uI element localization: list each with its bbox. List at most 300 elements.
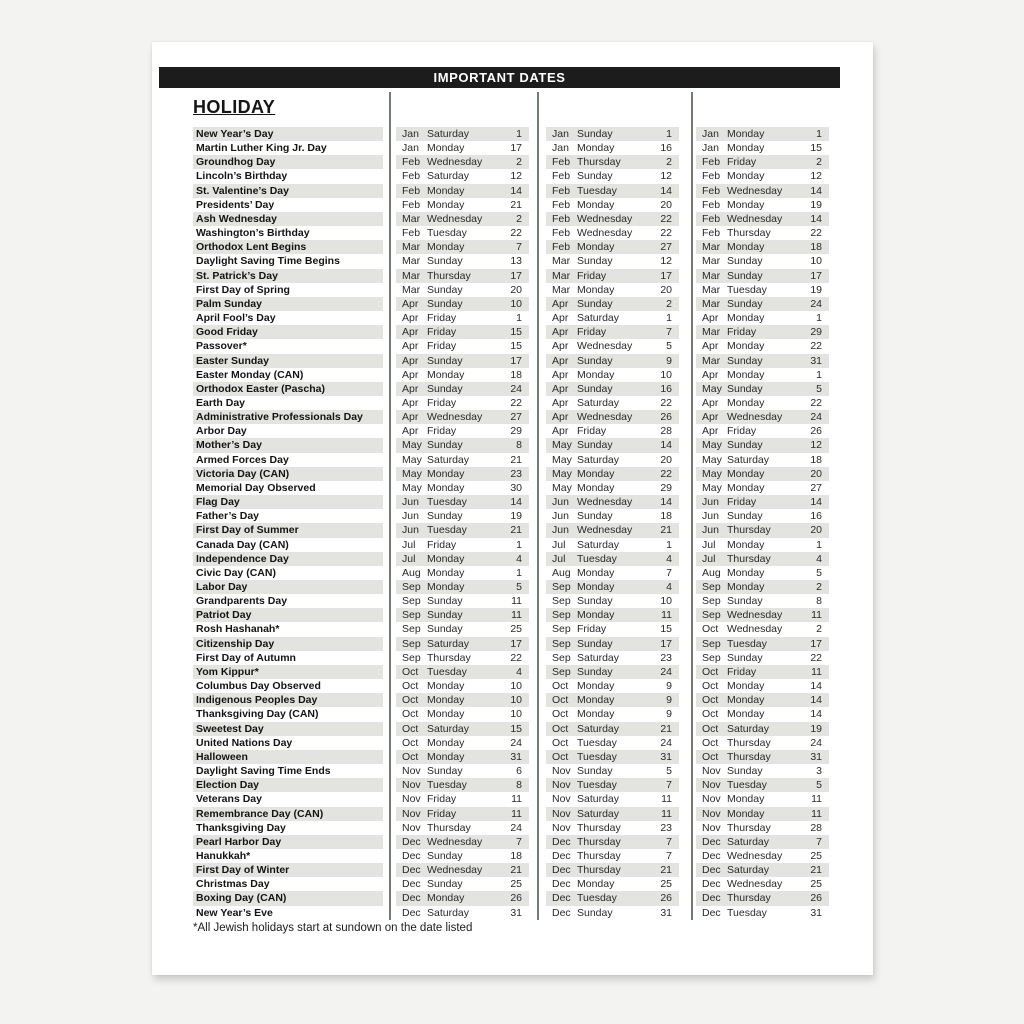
table-row xyxy=(193,467,830,481)
date-cell-year2 xyxy=(546,608,679,622)
holiday-name-cell: Memorial Day Observed xyxy=(196,481,316,494)
day-number: 13 xyxy=(510,255,522,268)
weekday-label: Saturday xyxy=(577,807,620,820)
day-number: 24 xyxy=(660,736,672,749)
date-cell-year1 xyxy=(396,169,529,183)
day-number: 12 xyxy=(660,255,672,268)
weekday-label: Sunday xyxy=(577,765,613,778)
date-cell-year1 xyxy=(396,693,529,707)
month-label: Oct xyxy=(702,708,719,721)
holiday-name-cell: Earth Day xyxy=(196,396,246,409)
day-number: 29 xyxy=(510,425,522,438)
month-label: Mar xyxy=(402,283,421,296)
day-number: 11 xyxy=(661,609,672,622)
day-number: 1 xyxy=(666,538,672,551)
day-number: 4 xyxy=(816,552,822,565)
month-label: Dec xyxy=(552,906,571,919)
day-number: 24 xyxy=(510,736,522,749)
weekday-label: Friday xyxy=(577,623,607,636)
month-label: Apr xyxy=(552,297,569,310)
day-number: 22 xyxy=(660,396,672,409)
day-number: 15 xyxy=(660,623,672,636)
weekday-label: Sunday xyxy=(427,849,463,862)
holiday-name-cell: Flag Day xyxy=(193,495,383,509)
table-row xyxy=(193,651,830,665)
weekday-label: Monday xyxy=(427,368,465,381)
holiday-name-cell: Indigenous Peoples Day xyxy=(193,693,383,707)
date-cell-year1 xyxy=(396,127,529,141)
day-number: 24 xyxy=(660,665,672,678)
month-label: Mar xyxy=(702,354,721,367)
weekday-label: Monday xyxy=(577,694,615,707)
weekday-label: Monday xyxy=(727,807,765,820)
date-cell-year1 xyxy=(396,325,529,339)
day-number: 5 xyxy=(816,566,822,579)
weekday-label: Sunday xyxy=(727,439,763,452)
weekday-label: Sunday xyxy=(577,439,613,452)
day-number: 18 xyxy=(660,510,672,523)
date-cell-year1 xyxy=(396,269,529,283)
holiday-name-cell: Palm Sunday xyxy=(193,297,383,311)
day-number: 22 xyxy=(810,396,822,409)
date-cell-year1 xyxy=(396,552,529,566)
day-number: 1 xyxy=(516,538,522,551)
month-label: May xyxy=(702,481,722,494)
month-label: Feb xyxy=(702,227,721,240)
date-cell-year3 xyxy=(696,651,829,665)
month-label: Mar xyxy=(702,297,721,310)
date-cell-year1 xyxy=(396,877,529,891)
weekday-label: Saturday xyxy=(427,453,470,466)
day-number: 1 xyxy=(516,566,522,579)
date-cell-year1 xyxy=(396,467,529,481)
day-number: 2 xyxy=(516,212,522,225)
month-label: Sep xyxy=(552,651,571,664)
weekday-label: Sunday xyxy=(577,906,613,919)
day-number: 24 xyxy=(510,382,522,395)
weekday-label: Monday xyxy=(577,368,615,381)
day-number: 9 xyxy=(666,694,672,707)
weekday-label: Sunday xyxy=(727,510,763,523)
day-number: 11 xyxy=(511,807,522,820)
day-number: 23 xyxy=(660,821,672,834)
date-cell-year2 xyxy=(546,424,679,438)
table-row xyxy=(193,283,830,297)
weekday-label: Monday xyxy=(727,538,765,551)
day-number: 17 xyxy=(660,269,672,282)
table-row xyxy=(193,863,830,877)
table-row xyxy=(193,424,830,438)
weekday-label: Friday xyxy=(427,807,457,820)
table-row xyxy=(193,311,830,325)
date-cell-year2 xyxy=(546,523,679,537)
date-cell-year1 xyxy=(396,906,529,920)
date-cell-year2 xyxy=(546,396,679,410)
day-number: 22 xyxy=(660,212,672,225)
date-cell-year2 xyxy=(546,792,679,806)
table-row xyxy=(193,169,830,183)
date-cell-year2 xyxy=(546,155,679,169)
weekday-label: Saturday xyxy=(577,793,620,806)
month-label: Oct xyxy=(702,750,719,763)
table-row xyxy=(193,226,830,240)
weekday-label: Saturday xyxy=(577,396,620,409)
table-row xyxy=(193,807,830,821)
date-cell-year3 xyxy=(696,821,829,835)
date-cell-year2 xyxy=(546,509,679,523)
weekday-label: Monday xyxy=(727,396,765,409)
date-cell-year1 xyxy=(396,141,529,155)
day-number: 31 xyxy=(810,750,822,763)
day-number: 26 xyxy=(510,892,522,905)
weekday-label: Sunday xyxy=(727,765,763,778)
month-label: Oct xyxy=(702,623,719,636)
date-cell-year2 xyxy=(546,906,679,920)
day-number: 21 xyxy=(660,864,672,877)
date-cell-year1 xyxy=(396,580,529,594)
day-number: 1 xyxy=(816,128,822,140)
weekday-label: Tuesday xyxy=(427,227,467,240)
month-label: Oct xyxy=(402,750,419,763)
day-number: 18 xyxy=(810,241,822,254)
month-label: May xyxy=(552,467,572,480)
date-cell-year3 xyxy=(696,736,829,750)
date-cell-year2 xyxy=(546,354,679,368)
day-number: 19 xyxy=(810,722,822,735)
holiday-name-cell: United Nations Day xyxy=(196,736,293,749)
holiday-name-cell: Ash Wednesday xyxy=(193,212,383,226)
day-number: 10 xyxy=(660,368,672,381)
day-number: 11 xyxy=(811,665,822,678)
day-number: 10 xyxy=(810,255,822,268)
date-cell-year1 xyxy=(396,637,529,651)
date-cell-year1 xyxy=(396,495,529,509)
date-cell-year1 xyxy=(396,722,529,736)
page-sheet xyxy=(152,42,873,975)
weekday-label: Wednesday xyxy=(727,411,783,424)
day-number: 7 xyxy=(516,835,522,848)
weekday-label: Sunday xyxy=(577,595,613,608)
weekday-label: Wednesday xyxy=(427,835,483,848)
weekday-label: Sunday xyxy=(727,595,763,608)
month-label: Oct xyxy=(402,665,419,678)
date-cell-year2 xyxy=(546,538,679,552)
date-cell-year1 xyxy=(396,155,529,169)
month-label: Oct xyxy=(402,680,419,693)
date-cell-year2 xyxy=(546,849,679,863)
day-number: 17 xyxy=(810,637,822,650)
day-number: 20 xyxy=(660,283,672,296)
month-label: Apr xyxy=(702,396,719,409)
table-row xyxy=(193,141,830,155)
date-cell-year3 xyxy=(696,552,829,566)
weekday-label: Monday xyxy=(727,708,765,721)
month-label: Feb xyxy=(552,212,571,225)
day-number: 1 xyxy=(816,538,822,551)
day-number: 18 xyxy=(510,368,522,381)
month-label: Sep xyxy=(552,581,571,593)
date-cell-year1 xyxy=(396,835,529,849)
weekday-label: Thursday xyxy=(727,524,771,537)
weekday-label: Monday xyxy=(577,467,615,480)
weekday-label: Wednesday xyxy=(727,849,783,862)
date-cell-year1 xyxy=(396,707,529,721)
day-number: 25 xyxy=(510,878,522,891)
month-label: Mar xyxy=(552,283,571,296)
month-label: Apr xyxy=(402,425,419,438)
weekday-label: Monday xyxy=(577,708,615,721)
date-cell-year2 xyxy=(546,141,679,155)
holiday-name-cell: First Day of Winter xyxy=(193,863,383,877)
weekday-label: Wednesday xyxy=(577,227,633,240)
table-row xyxy=(193,325,830,339)
weekday-label: Wednesday xyxy=(427,411,483,424)
month-label: Apr xyxy=(402,297,419,310)
month-label: Mar xyxy=(552,255,571,268)
day-number: 7 xyxy=(666,779,672,792)
month-label: Mar xyxy=(702,283,721,296)
date-cell-year2 xyxy=(546,410,679,424)
month-label: Apr xyxy=(402,312,419,325)
day-number: 5 xyxy=(516,581,522,593)
date-cell-year3 xyxy=(696,849,829,863)
weekday-label: Saturday xyxy=(427,170,470,183)
day-number: 28 xyxy=(660,425,672,438)
weekday-label: Monday xyxy=(727,467,765,480)
day-number: 1 xyxy=(666,312,672,325)
day-number: 21 xyxy=(510,864,522,877)
day-number: 14 xyxy=(810,680,822,693)
day-number: 18 xyxy=(810,453,822,466)
day-number: 7 xyxy=(516,241,522,254)
date-cell-year1 xyxy=(396,538,529,552)
month-label: Nov xyxy=(402,807,421,820)
weekday-label: Monday xyxy=(577,566,615,579)
day-number: 8 xyxy=(816,595,822,608)
holiday-name-cell: Labor Day xyxy=(193,580,383,594)
weekday-label: Tuesday xyxy=(577,552,617,565)
holiday-name-cell: Orthodox Lent Begins xyxy=(193,240,383,254)
date-cell-year2 xyxy=(546,254,679,268)
table-row xyxy=(193,778,830,792)
table-row xyxy=(193,438,830,452)
weekday-label: Sunday xyxy=(577,297,613,310)
day-number: 27 xyxy=(510,411,522,424)
month-label: Oct xyxy=(552,736,569,749)
date-cell-year3 xyxy=(696,835,829,849)
day-number: 2 xyxy=(816,156,822,169)
month-label: Mar xyxy=(402,269,421,282)
weekday-label: Friday xyxy=(427,340,457,353)
holiday-name-cell: Thanksgiving Day (CAN) xyxy=(196,708,319,721)
table-row xyxy=(193,693,830,707)
weekday-label: Tuesday xyxy=(577,750,617,763)
date-cell-year2 xyxy=(546,637,679,651)
date-cell-year1 xyxy=(396,184,529,198)
holiday-name-cell: Daylight Saving Time Ends xyxy=(196,765,331,778)
month-label: Apr xyxy=(402,382,419,395)
weekday-label: Monday xyxy=(427,750,465,763)
weekday-label: Sunday xyxy=(427,255,463,268)
holiday-name-cell: Orthodox Easter (Pascha) xyxy=(193,382,383,396)
month-label: Feb xyxy=(402,156,421,169)
month-label: May xyxy=(402,481,422,494)
weekday-label: Monday xyxy=(427,892,465,905)
day-number: 6 xyxy=(516,765,522,778)
month-label: Oct xyxy=(702,694,719,707)
weekday-label: Saturday xyxy=(727,453,770,466)
day-number: 17 xyxy=(510,354,522,367)
day-number: 9 xyxy=(666,680,672,693)
weekday-label: Sunday xyxy=(577,354,613,367)
holiday-name-cell: Remembrance Day (CAN) xyxy=(193,807,383,821)
day-number: 12 xyxy=(810,439,822,452)
table-row xyxy=(193,184,830,198)
holiday-name-cell: Sweetest Day xyxy=(193,722,383,736)
day-number: 11 xyxy=(811,807,822,820)
weekday-label: Wednesday xyxy=(427,212,483,225)
day-number: 14 xyxy=(510,184,522,197)
month-label: Jul xyxy=(552,552,566,565)
month-label: Dec xyxy=(702,835,721,848)
date-cell-year3 xyxy=(696,453,829,467)
weekday-label: Monday xyxy=(427,184,465,197)
day-number: 4 xyxy=(516,552,522,565)
weekday-label: Sunday xyxy=(577,382,613,395)
date-cell-year1 xyxy=(396,198,529,212)
month-label: Nov xyxy=(402,821,421,834)
table-row xyxy=(193,269,830,283)
month-label: Jan xyxy=(402,128,419,140)
day-number: 7 xyxy=(666,849,672,862)
holiday-name-cell: Presidents’ Day xyxy=(196,198,275,211)
weekday-label: Monday xyxy=(427,142,465,155)
day-number: 1 xyxy=(816,368,822,381)
weekday-label: Friday xyxy=(427,396,457,409)
holiday-name-cell: Passover* xyxy=(196,340,247,353)
holiday-name-cell: Civic Day (CAN) xyxy=(196,566,276,579)
date-cell-year2 xyxy=(546,764,679,778)
weekday-label: Saturday xyxy=(727,864,770,877)
date-cell-year3 xyxy=(696,778,829,792)
day-number: 15 xyxy=(510,340,522,353)
holiday-name-cell: Father’s Day xyxy=(196,510,260,523)
date-cell-year3 xyxy=(696,396,829,410)
weekday-label: Tuesday xyxy=(577,779,617,792)
weekday-label: Wednesday xyxy=(727,609,783,622)
month-label: Nov xyxy=(552,793,571,806)
day-number: 7 xyxy=(666,326,672,339)
day-number: 22 xyxy=(660,227,672,240)
day-number: 17 xyxy=(660,637,672,650)
month-label: Sep xyxy=(402,623,421,636)
weekday-label: Thursday xyxy=(427,651,471,664)
weekday-label: Sunday xyxy=(577,510,613,523)
date-cell-year1 xyxy=(396,778,529,792)
month-label: Dec xyxy=(402,878,421,891)
weekday-label: Thursday xyxy=(577,821,621,834)
month-label: Dec xyxy=(552,892,571,905)
month-label: Jun xyxy=(702,496,719,509)
month-label: May xyxy=(552,481,572,494)
holiday-name-cell: New Year’s Day xyxy=(193,127,383,141)
month-label: May xyxy=(402,439,422,452)
table-row xyxy=(193,665,830,679)
weekday-label: Tuesday xyxy=(427,524,467,537)
month-label: Nov xyxy=(552,765,571,778)
month-label: Apr xyxy=(402,368,419,381)
date-cell-year1 xyxy=(396,297,529,311)
weekday-label: Monday xyxy=(727,142,765,155)
holiday-name-cell: April Fool’s Day xyxy=(196,312,276,325)
month-label: Aug xyxy=(702,566,721,579)
day-number: 27 xyxy=(660,241,672,254)
date-cell-year2 xyxy=(546,722,679,736)
weekday-label: Friday xyxy=(727,665,757,678)
month-label: Feb xyxy=(552,156,571,169)
date-cell-year1 xyxy=(396,438,529,452)
date-cell-year3 xyxy=(696,481,829,495)
day-number: 4 xyxy=(666,552,672,565)
date-cell-year1 xyxy=(396,764,529,778)
holiday-name-cell: Columbus Day Observed xyxy=(196,680,321,693)
weekday-label: Sunday xyxy=(427,510,463,523)
day-number: 22 xyxy=(660,467,672,480)
date-cell-year1 xyxy=(396,622,529,636)
day-number: 1 xyxy=(816,312,822,325)
table-row xyxy=(193,212,830,226)
date-cell-year3 xyxy=(696,155,829,169)
month-label: Aug xyxy=(402,566,421,579)
month-label: Nov xyxy=(402,779,421,792)
day-number: 31 xyxy=(810,354,822,367)
month-label: Feb xyxy=(552,170,571,183)
month-label: Sep xyxy=(552,665,571,678)
weekday-label: Monday xyxy=(577,241,615,254)
date-cell-year2 xyxy=(546,297,679,311)
date-cell-year3 xyxy=(696,127,829,141)
weekday-label: Thursday xyxy=(577,156,621,169)
month-label: Mar xyxy=(702,255,721,268)
weekday-label: Tuesday xyxy=(727,906,767,919)
holiday-name-cell: Canada Day (CAN) xyxy=(196,538,289,551)
weekday-label: Saturday xyxy=(427,722,470,735)
date-cell-year3 xyxy=(696,254,829,268)
holiday-name-cell: Yom Kippur* xyxy=(193,665,383,679)
date-cell-year1 xyxy=(396,283,529,297)
table-row xyxy=(193,750,830,764)
date-cell-year1 xyxy=(396,736,529,750)
month-label: Sep xyxy=(402,609,421,622)
day-number: 31 xyxy=(810,906,822,919)
date-cell-year3 xyxy=(696,764,829,778)
weekday-label: Wednesday xyxy=(577,212,633,225)
day-number: 10 xyxy=(660,595,672,608)
holiday-name-cell: St. Patrick’s Day xyxy=(193,269,383,283)
weekday-label: Monday xyxy=(727,312,765,325)
month-label: Dec xyxy=(552,835,571,848)
weekday-label: Wednesday xyxy=(727,623,783,636)
date-cell-year2 xyxy=(546,325,679,339)
month-label: May xyxy=(702,453,722,466)
date-cell-year2 xyxy=(546,707,679,721)
date-cell-year3 xyxy=(696,622,829,636)
month-label: Apr xyxy=(702,340,719,353)
month-label: Sep xyxy=(552,595,571,608)
month-label: May xyxy=(552,439,572,452)
month-label: Mar xyxy=(402,212,421,225)
month-label: Dec xyxy=(402,835,421,848)
